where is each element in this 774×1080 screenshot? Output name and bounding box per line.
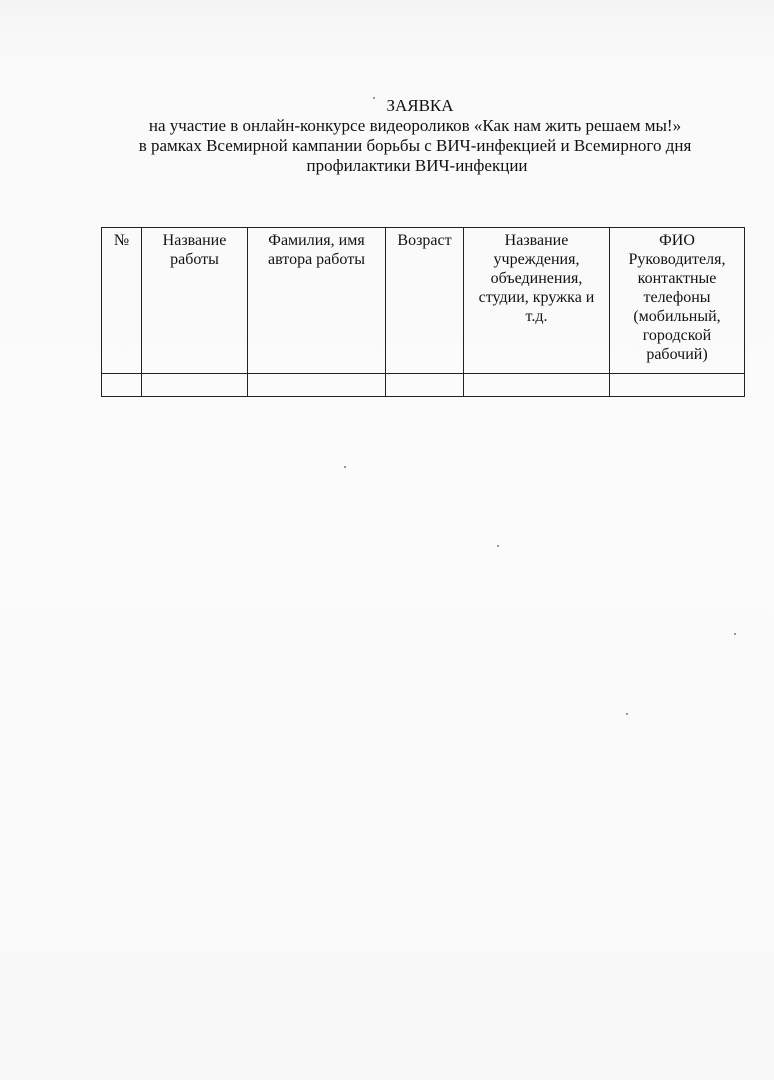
- header-number: №: [102, 228, 142, 374]
- scan-speck: [373, 97, 375, 99]
- document-subtitle-line-2: в рамках Всемирной кампании борьбы с ВИЧ-инфекцией и Всемирного дня: [138, 136, 692, 155]
- document-title: ЗАЯВКА: [386, 96, 454, 115]
- cell-supervisor-contacts[interactable]: [610, 374, 745, 397]
- table-row: [102, 374, 745, 397]
- table-header-row: [102, 228, 745, 374]
- header-age: Возраст: [386, 228, 464, 374]
- scan-speck: [626, 713, 628, 715]
- title-block: [60, 96, 770, 176]
- cell-work-title[interactable]: [142, 374, 248, 397]
- cell-age[interactable]: [386, 374, 464, 397]
- scan-speck: [734, 633, 736, 635]
- header-author-name: Фамилия, имя автора работы: [248, 228, 386, 374]
- cell-institution[interactable]: [464, 374, 610, 397]
- header-work-title: Название работы: [142, 228, 248, 374]
- scan-speck: [344, 466, 346, 468]
- cell-number[interactable]: [102, 374, 142, 397]
- document-subtitle-line-3: профилактики ВИЧ-инфекции: [306, 156, 528, 175]
- application-table: [101, 227, 745, 397]
- cell-author-name[interactable]: [248, 374, 386, 397]
- header-supervisor-contacts: ФИО Руководителя, контактные телефоны (мобильный, городской рабочий): [610, 228, 745, 374]
- header-institution: Название учреждения, объединения, студии, кружка и т.д.: [464, 228, 610, 374]
- scan-speck: [497, 545, 499, 547]
- document-subtitle-line-1: на участие в онлайн-конкурсе видеороликов «Как нам жить решаем мы!»: [148, 116, 682, 135]
